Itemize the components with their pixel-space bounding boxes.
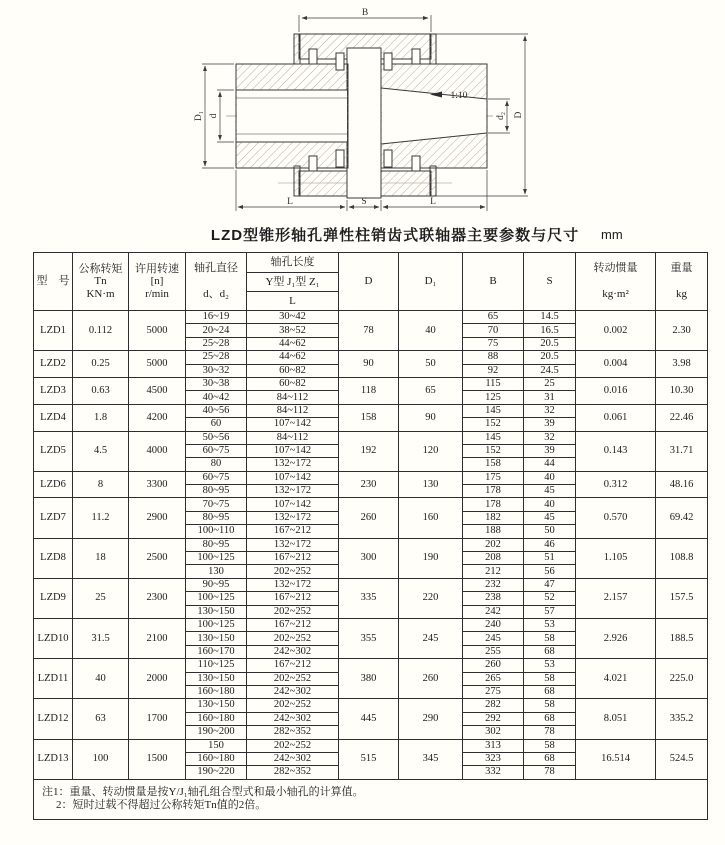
bore-cell: 40~56 — [186, 404, 247, 417]
weight-cell: 69.42 — [656, 498, 708, 538]
speed-cell: 2100 — [129, 618, 186, 658]
B-cell: 260 — [463, 659, 524, 672]
length-cell: 132~172 — [247, 458, 339, 471]
speed-cell: 1700 — [129, 699, 186, 739]
D-cell: 445 — [339, 699, 399, 739]
table-row — [34, 471, 708, 484]
S-cell: 24.5 — [524, 364, 576, 377]
B-cell: 175 — [463, 471, 524, 484]
model-cell: LZD12 — [34, 699, 73, 739]
S-cell: 20.5 — [524, 337, 576, 350]
model-cell: LZD9 — [34, 578, 73, 618]
length-cell: 282~352 — [247, 766, 339, 779]
D-cell: 230 — [339, 471, 399, 498]
D1-cell: 40 — [399, 311, 463, 351]
S-cell: 57 — [524, 605, 576, 618]
torque-cell: 1.8 — [73, 404, 129, 431]
D-cell: 158 — [339, 404, 399, 431]
B-cell: 292 — [463, 712, 524, 725]
weight-cell: 188.5 — [656, 618, 708, 658]
B-cell: 232 — [463, 578, 524, 591]
bore-cell: 130 — [186, 565, 247, 578]
torque-cell: 100 — [73, 739, 129, 779]
bore-cell: 16~19 — [186, 311, 247, 324]
table-row — [34, 351, 708, 364]
S-cell: 16.5 — [524, 324, 576, 337]
torque-cell: 11.2 — [73, 498, 129, 538]
bore-cell: 90~95 — [186, 578, 247, 591]
D1-cell: 260 — [399, 659, 463, 699]
S-cell: 20.5 — [524, 351, 576, 364]
B-cell: 242 — [463, 605, 524, 618]
S-cell: 50 — [524, 525, 576, 538]
B-cell: 182 — [463, 511, 524, 524]
bore-cell: 100~110 — [186, 525, 247, 538]
length-cell: 132~172 — [247, 485, 339, 498]
S-cell: 78 — [524, 766, 576, 779]
header-speed-line1: 许用转速 — [135, 262, 179, 275]
header-torque — [73, 253, 129, 311]
B-cell: 115 — [463, 377, 524, 390]
torque-cell: 25 — [73, 578, 129, 618]
length-cell: 84~112 — [247, 404, 339, 417]
header-torque-line2: Tn — [94, 275, 107, 288]
bore-cell: 130~150 — [186, 632, 247, 645]
speed-cell: 2000 — [129, 659, 186, 699]
S-cell: 68 — [524, 752, 576, 765]
header-torque-line3: KN·m — [86, 287, 115, 300]
length-cell: 202~252 — [247, 605, 339, 618]
length-cell: 107~142 — [247, 418, 339, 431]
header-speed-line2: [n] — [150, 275, 164, 288]
bore-cell: 80~95 — [186, 511, 247, 524]
length-cell: 107~142 — [247, 471, 339, 484]
header-inertia — [576, 253, 656, 311]
weight-cell: 31.71 — [656, 431, 708, 471]
S-cell: 40 — [524, 498, 576, 511]
B-cell: 202 — [463, 538, 524, 551]
length-cell: 132~172 — [247, 578, 339, 591]
B-cell: 208 — [463, 552, 524, 565]
B-cell: 152 — [463, 444, 524, 457]
header-inertia-line1: 转动惯量 — [593, 262, 638, 275]
S-cell: 53 — [524, 618, 576, 631]
weight-cell: 335.2 — [656, 699, 708, 739]
D1-cell: 90 — [399, 404, 463, 431]
header-weight — [656, 253, 708, 311]
model-cell: LZD10 — [34, 618, 73, 658]
header-speed-line3: r/min — [145, 287, 169, 300]
length-cell: 242~302 — [247, 752, 339, 765]
S-cell: 46 — [524, 538, 576, 551]
D-cell: 515 — [339, 739, 399, 779]
bore-cell: 130~150 — [186, 605, 247, 618]
table-row — [34, 578, 708, 591]
header-D: D — [339, 253, 399, 311]
model-cell: LZD3 — [34, 377, 73, 404]
speed-cell: 3300 — [129, 471, 186, 498]
B-cell: 255 — [463, 645, 524, 658]
inertia-cell: 0.143 — [576, 431, 656, 471]
table-body — [34, 311, 708, 780]
inertia-cell: 0.570 — [576, 498, 656, 538]
D1-cell: 220 — [399, 578, 463, 618]
model-cell: LZD6 — [34, 471, 73, 498]
B-cell: 178 — [463, 485, 524, 498]
length-cell: 167~212 — [247, 618, 339, 631]
weight-cell: 157.5 — [656, 578, 708, 618]
page-title: LZD型锥形轴孔弹性柱销齿式联轴器主要参数与尺寸 — [210, 227, 580, 244]
model-cell: LZD8 — [34, 538, 73, 578]
bore-cell: 80~95 — [186, 485, 247, 498]
speed-cell: 4500 — [129, 377, 186, 404]
table-row — [34, 498, 708, 511]
inertia-cell: 2.926 — [576, 618, 656, 658]
S-cell: 78 — [524, 726, 576, 739]
table-row — [34, 699, 708, 712]
B-cell: 332 — [463, 766, 524, 779]
D-cell: 335 — [339, 578, 399, 618]
note-line-1: 注1：重量、转动惯量是按Y/J₁轴孔组合型式和最小轴孔的计算值。 — [42, 786, 364, 799]
model-cell: LZD4 — [34, 404, 73, 431]
dim-label-d: d — [209, 113, 219, 119]
table-row — [34, 538, 708, 551]
bore-cell: 110~125 — [186, 659, 247, 672]
bore-cell: 80~95 — [186, 538, 247, 551]
length-cell: 84~112 — [247, 431, 339, 444]
bore-cell: 190~200 — [186, 726, 247, 739]
length-cell: 30~42 — [247, 311, 339, 324]
taper-label: 1:10 — [450, 91, 468, 101]
length-cell: 167~212 — [247, 659, 339, 672]
header-torque-line1: 公称转矩 — [78, 262, 123, 275]
torque-cell: 0.25 — [73, 351, 129, 378]
bore-cell: 70~75 — [186, 498, 247, 511]
model-cell: LZD2 — [34, 351, 73, 378]
S-cell: 14.5 — [524, 311, 576, 324]
B-cell: 65 — [463, 311, 524, 324]
B-cell: 282 — [463, 699, 524, 712]
weight-cell: 3.98 — [656, 351, 708, 378]
B-cell: 188 — [463, 525, 524, 538]
bore-cell: 60~75 — [186, 444, 247, 457]
table-row — [34, 377, 708, 390]
weight-cell: 2.30 — [656, 311, 708, 351]
B-cell: 125 — [463, 391, 524, 404]
dim-label-D: D — [514, 111, 524, 119]
B-cell: 212 — [463, 565, 524, 578]
inertia-cell: 8.051 — [576, 699, 656, 739]
header-S: S — [524, 253, 576, 311]
B-cell: 178 — [463, 498, 524, 511]
table-row — [34, 739, 708, 752]
D-cell: 260 — [339, 498, 399, 538]
length-cell: 167~212 — [247, 552, 339, 565]
D1-cell: 190 — [399, 538, 463, 578]
S-cell: 68 — [524, 712, 576, 725]
B-cell: 92 — [463, 364, 524, 377]
S-cell: 39 — [524, 418, 576, 431]
weight-cell: 48.16 — [656, 471, 708, 498]
dim-label-S: S — [361, 197, 367, 207]
torque-cell: 0.63 — [73, 377, 129, 404]
bore-cell: 30~32 — [186, 364, 247, 377]
bore-cell: 100~125 — [186, 618, 247, 631]
S-cell: 31 — [524, 391, 576, 404]
inertia-cell: 16.514 — [576, 739, 656, 779]
S-cell: 58 — [524, 699, 576, 712]
model-cell: LZD13 — [34, 739, 73, 779]
torque-cell: 0.112 — [73, 311, 129, 351]
S-cell: 25 — [524, 377, 576, 390]
length-cell: 132~172 — [247, 511, 339, 524]
model-cell: LZD11 — [34, 659, 73, 699]
torque-cell: 40 — [73, 659, 129, 699]
S-cell: 51 — [524, 552, 576, 565]
bore-cell: 40~42 — [186, 391, 247, 404]
dim-label-d2: d₂ — [496, 111, 506, 121]
table-row — [34, 618, 708, 631]
D-cell: 380 — [339, 659, 399, 699]
header-B: B — [463, 253, 524, 311]
length-cell: 107~142 — [247, 498, 339, 511]
bore-cell: 20~24 — [186, 324, 247, 337]
D-cell: 118 — [339, 377, 399, 404]
length-cell: 202~252 — [247, 739, 339, 752]
bore-cell: 25~28 — [186, 351, 247, 364]
torque-cell: 31.5 — [73, 618, 129, 658]
B-cell: 158 — [463, 458, 524, 471]
speed-cell: 2500 — [129, 538, 186, 578]
bore-cell: 160~180 — [186, 712, 247, 725]
S-cell: 58 — [524, 672, 576, 685]
header-length-L: L — [247, 292, 339, 311]
D-cell: 192 — [339, 431, 399, 471]
bore-cell: 130~150 — [186, 672, 247, 685]
speed-cell: 2300 — [129, 578, 186, 618]
inertia-cell: 0.312 — [576, 471, 656, 498]
coupling-cross-section — [178, 2, 725, 218]
parameter-table — [33, 252, 708, 820]
B-cell: 70 — [463, 324, 524, 337]
length-cell: 202~252 — [247, 672, 339, 685]
S-cell: 44 — [524, 458, 576, 471]
speed-cell: 4000 — [129, 431, 186, 471]
weight-cell: 225.0 — [656, 659, 708, 699]
S-cell: 32 — [524, 431, 576, 444]
center-spacer — [347, 48, 381, 198]
coupling-drawing — [178, 2, 725, 218]
length-cell: 242~302 — [247, 645, 339, 658]
torque-cell: 8 — [73, 471, 129, 498]
bore-cell: 50~56 — [186, 431, 247, 444]
model-cell: LZD7 — [34, 498, 73, 538]
header-speed — [129, 253, 186, 311]
inertia-cell: 1.105 — [576, 538, 656, 578]
bore-cell: 100~125 — [186, 592, 247, 605]
B-cell: 88 — [463, 351, 524, 364]
note-line-2: 2：短时过载不得超过公称转矩Tn值的2倍。 — [56, 798, 267, 811]
weight-cell: 10.30 — [656, 377, 708, 404]
bore-cell: 100~125 — [186, 552, 247, 565]
bore-cell: 130~150 — [186, 699, 247, 712]
D-cell: 90 — [339, 351, 399, 378]
D1-cell: 290 — [399, 699, 463, 739]
B-cell: 145 — [463, 431, 524, 444]
B-cell: 275 — [463, 685, 524, 698]
D-cell: 355 — [339, 618, 399, 658]
length-cell: 242~302 — [247, 685, 339, 698]
S-cell: 68 — [524, 645, 576, 658]
D1-cell: 160 — [399, 498, 463, 538]
B-cell: 145 — [463, 404, 524, 417]
B-cell: 313 — [463, 739, 524, 752]
torque-cell: 63 — [73, 699, 129, 739]
header-D1: D₁ — [399, 253, 463, 311]
speed-cell: 5000 — [129, 311, 186, 351]
table-row — [34, 311, 708, 324]
model-cell: LZD5 — [34, 431, 73, 471]
length-cell: 242~302 — [247, 712, 339, 725]
header-bore-line1: 轴孔直径 — [194, 262, 238, 275]
length-cell: 107~142 — [247, 444, 339, 457]
length-cell: 202~252 — [247, 565, 339, 578]
speed-cell: 2900 — [129, 498, 186, 538]
bore-cell: 150 — [186, 739, 247, 752]
S-cell: 58 — [524, 632, 576, 645]
S-cell: 45 — [524, 485, 576, 498]
D1-cell: 130 — [399, 471, 463, 498]
length-cell: 60~82 — [247, 377, 339, 390]
B-cell: 152 — [463, 418, 524, 431]
S-cell: 58 — [524, 739, 576, 752]
table-row — [34, 431, 708, 444]
dim-label-B: B — [361, 8, 369, 18]
length-cell: 202~252 — [247, 632, 339, 645]
bore-cell: 160~170 — [186, 645, 247, 658]
D1-cell: 120 — [399, 431, 463, 471]
B-cell: 323 — [463, 752, 524, 765]
speed-cell: 5000 — [129, 351, 186, 378]
S-cell: 68 — [524, 685, 576, 698]
length-cell: 44~62 — [247, 351, 339, 364]
D-cell: 78 — [339, 311, 399, 351]
D1-cell: 245 — [399, 618, 463, 658]
B-cell: 302 — [463, 726, 524, 739]
D1-cell: 50 — [399, 351, 463, 378]
S-cell: 52 — [524, 592, 576, 605]
D1-cell: 345 — [399, 739, 463, 779]
inertia-cell: 0.004 — [576, 351, 656, 378]
speed-cell: 1500 — [129, 739, 186, 779]
bore-cell: 25~28 — [186, 337, 247, 350]
speed-cell: 4200 — [129, 404, 186, 431]
dim-label-D1: D₁ — [194, 110, 204, 122]
B-cell: 240 — [463, 618, 524, 631]
header-weight-line1: 重量 — [670, 262, 693, 275]
bore-cell: 160~180 — [186, 685, 247, 698]
inertia-cell: 2.157 — [576, 578, 656, 618]
length-cell: 167~212 — [247, 525, 339, 538]
length-cell: 60~82 — [247, 364, 339, 377]
weight-cell: 524.5 — [656, 739, 708, 779]
bore-cell: 60 — [186, 418, 247, 431]
D1-cell: 65 — [399, 377, 463, 404]
B-cell: 245 — [463, 632, 524, 645]
header-model: 型 号 — [34, 253, 73, 311]
length-cell: 282~352 — [247, 726, 339, 739]
B-cell: 75 — [463, 337, 524, 350]
length-cell: 38~52 — [247, 324, 339, 337]
header-bore-length: 轴孔长度 — [247, 253, 339, 273]
model-cell: LZD1 — [34, 311, 73, 351]
D-cell: 300 — [339, 538, 399, 578]
B-cell: 238 — [463, 592, 524, 605]
torque-cell: 4.5 — [73, 431, 129, 471]
bore-cell: 190~220 — [186, 766, 247, 779]
table-row — [34, 404, 708, 417]
header-bore — [186, 253, 247, 311]
table-notes — [34, 779, 708, 819]
inertia-cell: 4.021 — [576, 659, 656, 699]
weight-cell: 108.8 — [656, 538, 708, 578]
B-cell: 265 — [463, 672, 524, 685]
S-cell: 56 — [524, 565, 576, 578]
inertia-cell: 0.061 — [576, 404, 656, 431]
length-cell: 167~212 — [247, 592, 339, 605]
S-cell: 45 — [524, 511, 576, 524]
S-cell: 39 — [524, 444, 576, 457]
length-cell: 44~62 — [247, 337, 339, 350]
length-cell: 84~112 — [247, 391, 339, 404]
S-cell: 53 — [524, 659, 576, 672]
header-length-types: Y型 J₁型 Z₁ — [247, 273, 339, 292]
length-cell: 132~172 — [247, 538, 339, 551]
table-row — [34, 659, 708, 672]
header-inertia-line2: kg·m² — [602, 288, 629, 300]
inertia-cell: 0.016 — [576, 377, 656, 404]
S-cell: 32 — [524, 404, 576, 417]
bore-cell: 80 — [186, 458, 247, 471]
bore-cell: 30~38 — [186, 377, 247, 390]
weight-cell: 22.46 — [656, 404, 708, 431]
header-bore-line2: d、d₂ — [203, 288, 229, 300]
S-cell: 40 — [524, 471, 576, 484]
S-cell: 47 — [524, 578, 576, 591]
torque-cell: 18 — [73, 538, 129, 578]
inertia-cell: 0.002 — [576, 311, 656, 351]
header-weight-line2: kg — [676, 288, 687, 300]
bore-cell: 60~75 — [186, 471, 247, 484]
dim-label-L-left: L — [287, 197, 293, 207]
length-cell: 202~252 — [247, 699, 339, 712]
bore-cell: 160~180 — [186, 752, 247, 765]
dim-label-L-right: L — [430, 197, 436, 207]
unit-label: mm — [601, 227, 623, 242]
